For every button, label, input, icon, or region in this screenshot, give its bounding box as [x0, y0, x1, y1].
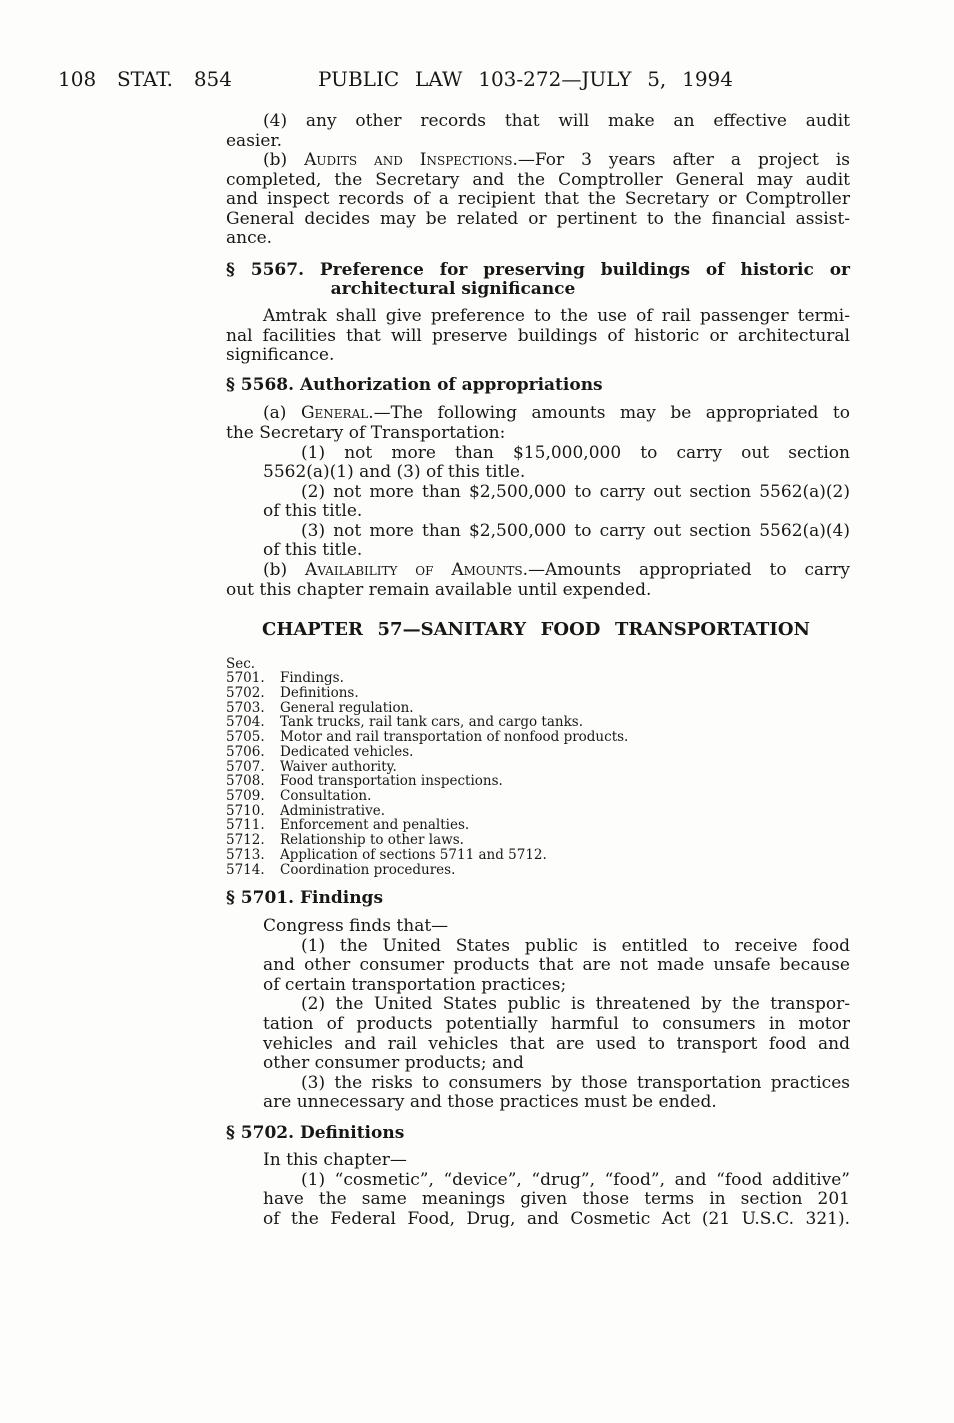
subsection-label: (b) [263, 150, 305, 170]
toc-entry [226, 848, 547, 863]
toc-section-title: Application of sections 5711 and 5712. [280, 847, 547, 863]
toc-section-number: 5702. [226, 685, 265, 701]
subsection-heading: Availability of Amounts [305, 560, 523, 580]
toc-label: Sec. [226, 656, 256, 672]
toc-section-title: Relationship to other laws. [280, 832, 464, 848]
paragraph-2-line: of this title. [263, 501, 363, 521]
paragraph-2-line: vehicles and rail vehicles that are used to transport food and [263, 1034, 850, 1054]
subsection-b-line: ance. [226, 228, 273, 248]
toc-section-title: Enforcement and penalties. [280, 817, 470, 833]
subsection-b-first-line [263, 150, 850, 170]
paragraph-2-line: other consumer products; and [263, 1053, 524, 1073]
section-heading-continued: architectural significance [330, 279, 576, 299]
toc-section-title: Consultation. [280, 788, 372, 804]
paragraph-1-line: of the Federal Food, Drug, and Cosmetic Act (21 U.S.C. 321). [263, 1209, 850, 1229]
paragraph-3-line: (3) not more than $2,500,000 to carry out section 5562(a)(4) [301, 521, 850, 541]
paragraph-2-line: (2) not more than $2,500,000 to carry out section 5562(a)(2) [301, 482, 850, 502]
paragraph-1-line: and other consumer products that are not made unsafe because [263, 955, 850, 975]
paragraph-1-line: (1) the United States public is entitled to receive food [301, 936, 850, 956]
section-text-line: significance. [226, 345, 335, 365]
paragraph-4-line: easier. [226, 131, 283, 151]
subsection-a-line: the Secretary of Transportation: [226, 423, 506, 443]
paragraph-3-line: are unnecessary and those practices must be ended. [263, 1092, 717, 1112]
subsection-b-line: out this chapter remain available until expended. [226, 580, 652, 600]
toc-section-title: Administrative. [280, 803, 386, 819]
toc-entry [226, 745, 413, 760]
page-reference: 108 STAT. 854 [58, 67, 232, 91]
toc-entry [226, 774, 503, 789]
toc-section-title: Waiver authority. [280, 759, 397, 775]
toc-section-number: 5709. [226, 788, 265, 804]
section-text-line: nal facilities that will preserve buildings of historic or architectural [226, 326, 850, 346]
toc-section-number: 5714. [226, 862, 265, 878]
toc-entry [226, 730, 628, 745]
toc-section-number: 5706. [226, 744, 265, 760]
toc-section-title: Findings. [280, 670, 344, 686]
subsection-b-line: completed, the Secretary and the Comptroller General may audit [226, 170, 850, 190]
paragraph-3-line: of this title. [263, 540, 363, 560]
section-intro: Congress finds that— [263, 916, 449, 936]
toc-entry [226, 686, 359, 701]
toc-section-number: 5712. [226, 832, 265, 848]
subsection-text: .—The following amounts may be appropriated to [368, 403, 851, 423]
subsection-a-first-line [263, 403, 850, 423]
chapter-title: CHAPTER 57—SANITARY FOOD TRANSPORTATION [262, 619, 810, 640]
toc-section-title: Food transportation inspections. [280, 773, 503, 789]
subsection-label: (b) [263, 560, 306, 580]
toc-section-title: Definitions. [280, 685, 359, 701]
section-intro: In this chapter— [263, 1150, 407, 1170]
toc-section-title: Dedicated vehicles. [280, 744, 414, 760]
section-heading: § 5567. Preference for preserving buildings of historic or [226, 260, 850, 280]
paragraph-1-line: of certain transportation practices; [263, 975, 567, 995]
toc-entry [226, 833, 464, 848]
section-text-line: Amtrak shall give preference to the use of rail passenger termi- [263, 306, 850, 326]
subsection-heading: General [300, 403, 369, 423]
toc-section-number: 5708. [226, 773, 265, 789]
toc-section-title: Tank trucks, rail tank cars, and cargo tanks. [280, 714, 584, 730]
toc-entry [226, 818, 469, 833]
toc-section-number: 5704. [226, 714, 265, 730]
paragraph-2-line: (2) the United States public is threatened by the transpor- [301, 994, 850, 1014]
subsection-text: .—Amounts appropriated to carry [522, 560, 850, 580]
toc-section-number: 5711. [226, 817, 265, 833]
toc-section-title: General regulation. [280, 700, 414, 716]
subsection-b-first-line [263, 560, 850, 580]
paragraph-1-line: (1) “cosmetic”, “device”, “drug”, “food”, and “food additive” [301, 1170, 850, 1190]
toc-section-number: 5703. [226, 700, 265, 716]
paragraph-1-line: (1) not more than $15,000,000 to carry out section [301, 443, 850, 463]
toc-section-number: 5705. [226, 729, 265, 745]
subsection-label: (a) [263, 403, 301, 423]
paragraph-1-line: have the same meanings given those terms in section 201 [263, 1189, 850, 1209]
subsection-heading: Audits and Inspections [304, 150, 513, 170]
toc-section-number: 5707. [226, 759, 265, 775]
section-heading: § 5702. Definitions [226, 1123, 405, 1143]
subsection-text: .—For 3 years after a project is [512, 150, 850, 170]
page-title: PUBLIC LAW 103-272—JULY 5, 1994 [318, 67, 733, 91]
subsection-b-line: General decides may be related or pertinent to the financial assist- [226, 209, 850, 229]
toc-entry [226, 863, 455, 878]
toc-section-number: 5713. [226, 847, 265, 863]
section-heading: § 5701. Findings [226, 888, 384, 908]
paragraph-2-line: tation of products potentially harmful to consumers in motor [263, 1014, 850, 1034]
paragraph-4-line: (4) any other records that will make an effective audit [263, 111, 850, 131]
toc-section-title: Coordination procedures. [280, 862, 456, 878]
toc-section-number: 5710. [226, 803, 265, 819]
toc-entry [226, 715, 583, 730]
toc-section-title: Motor and rail transportation of nonfood products. [280, 729, 629, 745]
toc-entry [226, 671, 344, 686]
section-heading: § 5568. Authorization of appropriations [226, 375, 603, 395]
paragraph-3-line: (3) the risks to consumers by those transportation practices [301, 1073, 850, 1093]
paragraph-1-line: 5562(a)(1) and (3) of this title. [263, 462, 526, 482]
toc-entry [226, 789, 371, 804]
subsection-b-line: and inspect records of a recipient that the Secretary or Comptroller [226, 189, 850, 209]
toc-section-number: 5701. [226, 670, 265, 686]
